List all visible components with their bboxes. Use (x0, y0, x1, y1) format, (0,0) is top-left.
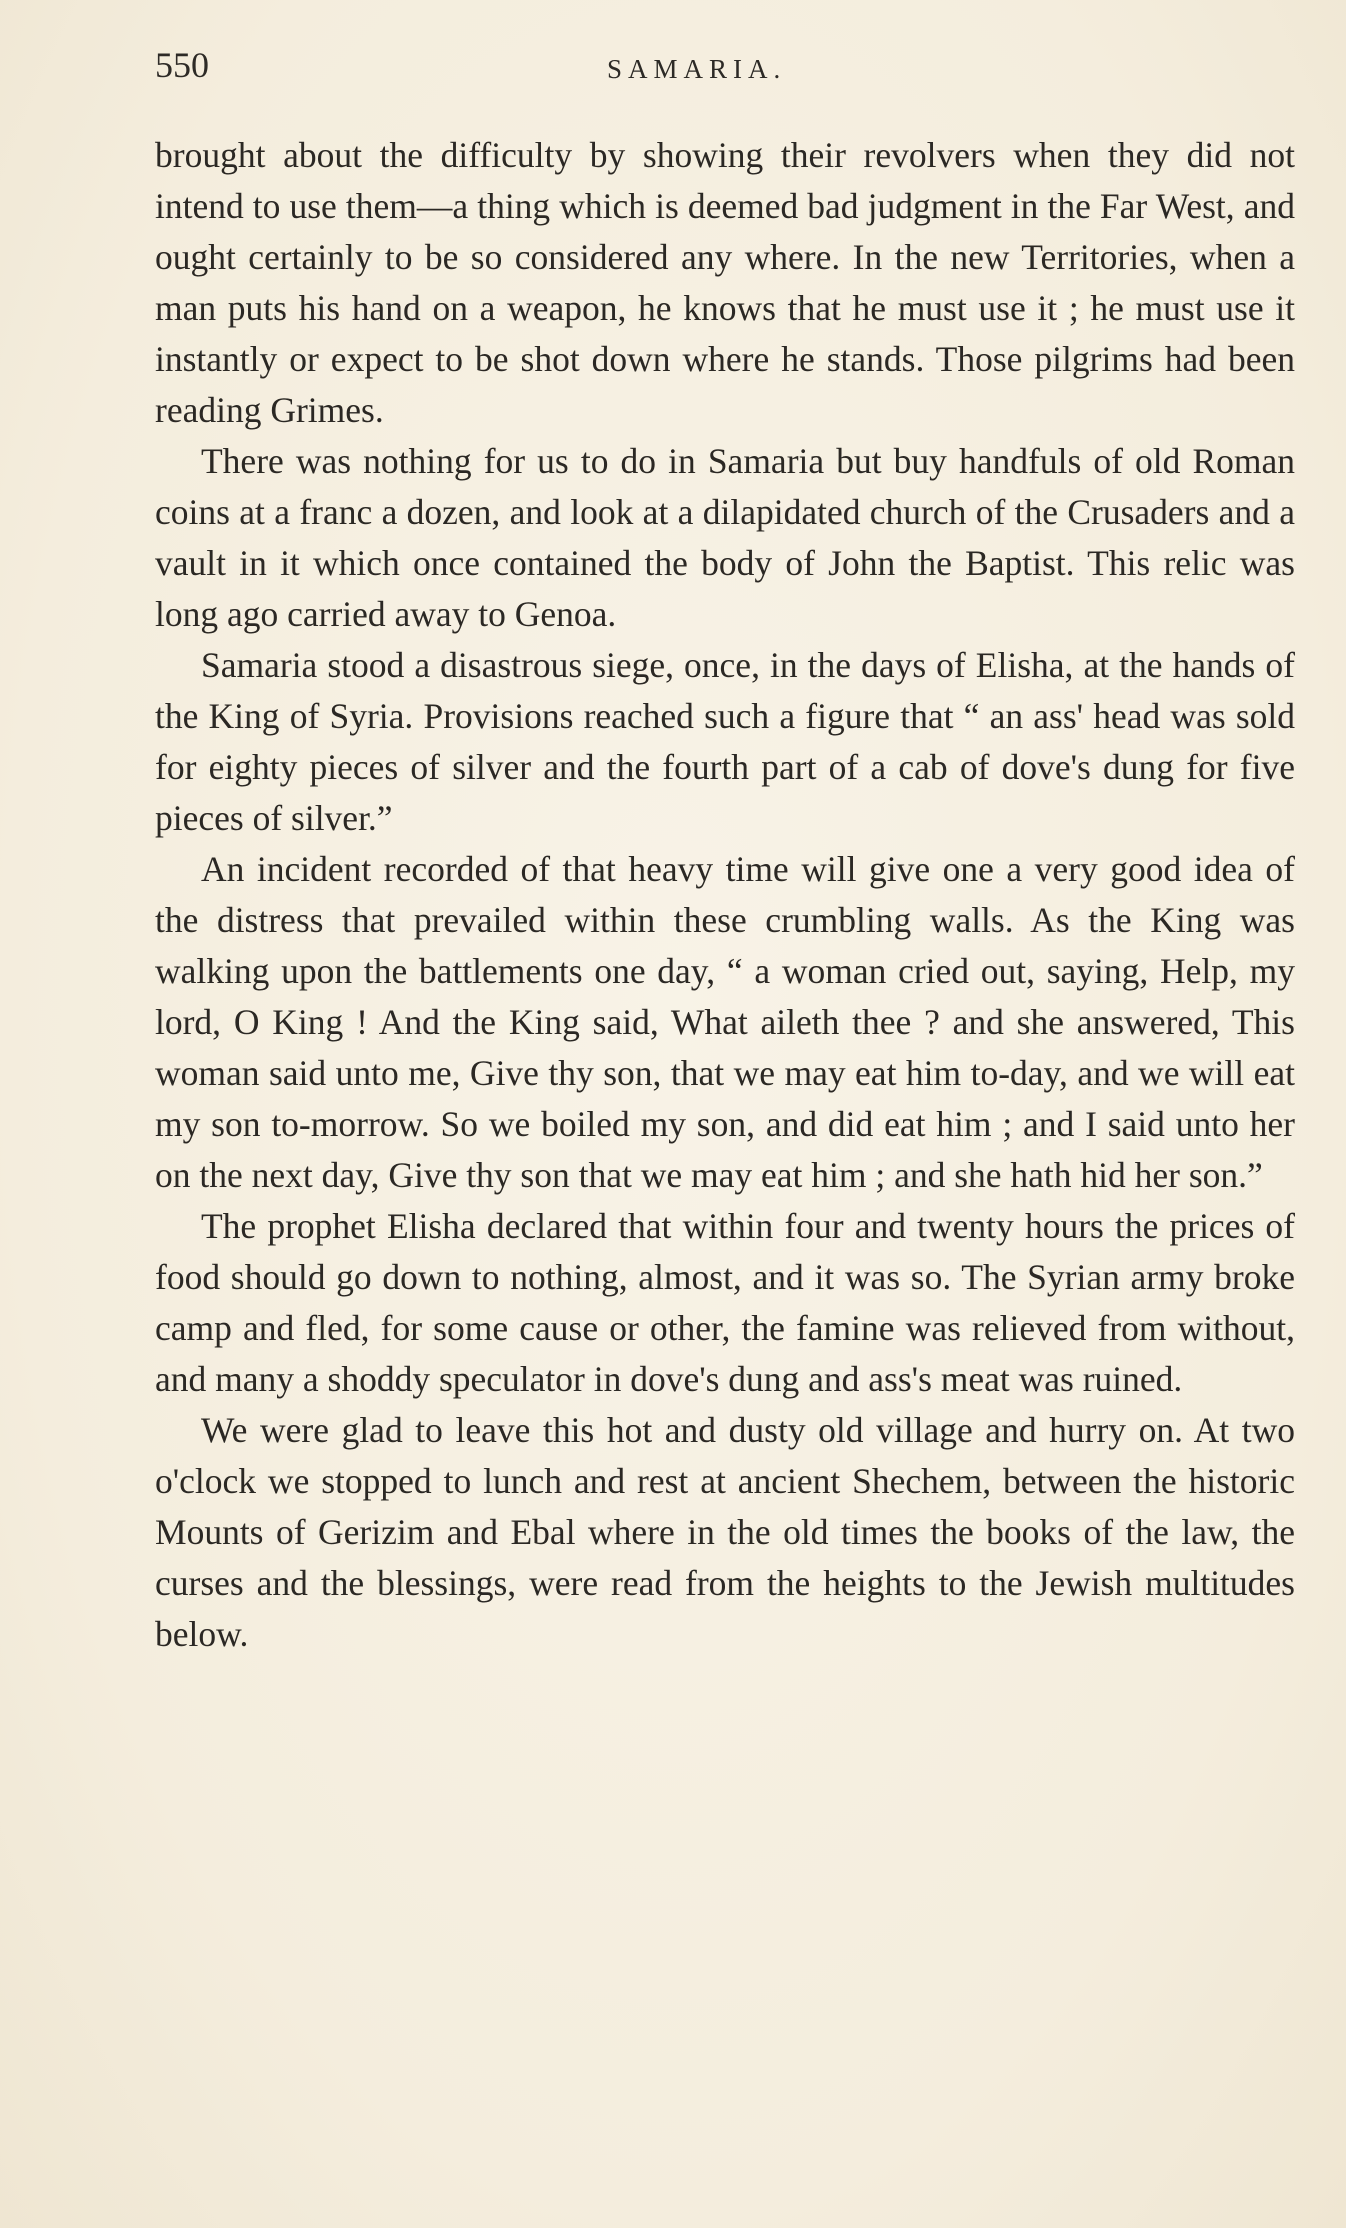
paragraph: Samaria stood a disastrous siege, once, in the days of Elisha, at the hands of the King of Syria. Provisions reached such a figure that “ an ass' head was sold for eighty pieces of silver and the fourth part of a cab of dove's dung for five pieces of silver.” (155, 645, 1295, 838)
page-header (155, 44, 1295, 104)
body-text (155, 130, 1295, 1660)
paragraph: The prophet Elisha declared that within four and twenty hours the prices of food should go down to nothing, almost, and it was so. The Syrian army broke camp and fled, for some cause or other, the famine was relieved from without, and many a shoddy speculator in dove's dung and ass's meat was ruined. (155, 1206, 1295, 1399)
page-number: 550 (155, 45, 209, 85)
paragraph: We were glad to leave this hot and dusty old village and hurry on. At two o'clock we stopped to lunch and rest at ancient Shechem, between the historic Mounts of Gerizim and Ebal where in the old times the books of the law, the curses and the blessings, were read from the heights to the Jewish multitudes below. (155, 1410, 1295, 1654)
paragraph: An incident recorded of that heavy time will give one a very good idea of the distress that prevailed within these crumbling walls. As the King was walking upon the battlements one day, “ a woman cried out, saying, Help, my lord, O King ! And the King said, What aileth thee ? and she answered, This woman said unto me, Give thy son, that we may eat him to-day, and we will eat my son to-morrow. So we boiled my son, and did eat him ; and I said unto her on the next day, Give thy son that we may eat him ; and she hath hid her son.” (155, 849, 1295, 1195)
paragraph: brought about the difficulty by showing their revolvers when they did not intend to use them—a thing which is deemed bad judgment in the Far West, and ought certainly to be so considered any where. In the new Territories, when a man puts his hand on a weapon, he knows that he must use it ; he must use it instantly or expect to be shot down where he stands. Those pilgrims had been reading Grimes. (155, 135, 1295, 430)
running-head: SAMARIA. (607, 54, 787, 84)
paragraph: There was nothing for us to do in Samaria but buy handfuls of old Roman coins at a franc a dozen, and look at a dilapidated church of the Crusaders and a vault in it which once contained the body of John the Baptist. This relic was long ago carried away to Genoa. (155, 441, 1295, 634)
